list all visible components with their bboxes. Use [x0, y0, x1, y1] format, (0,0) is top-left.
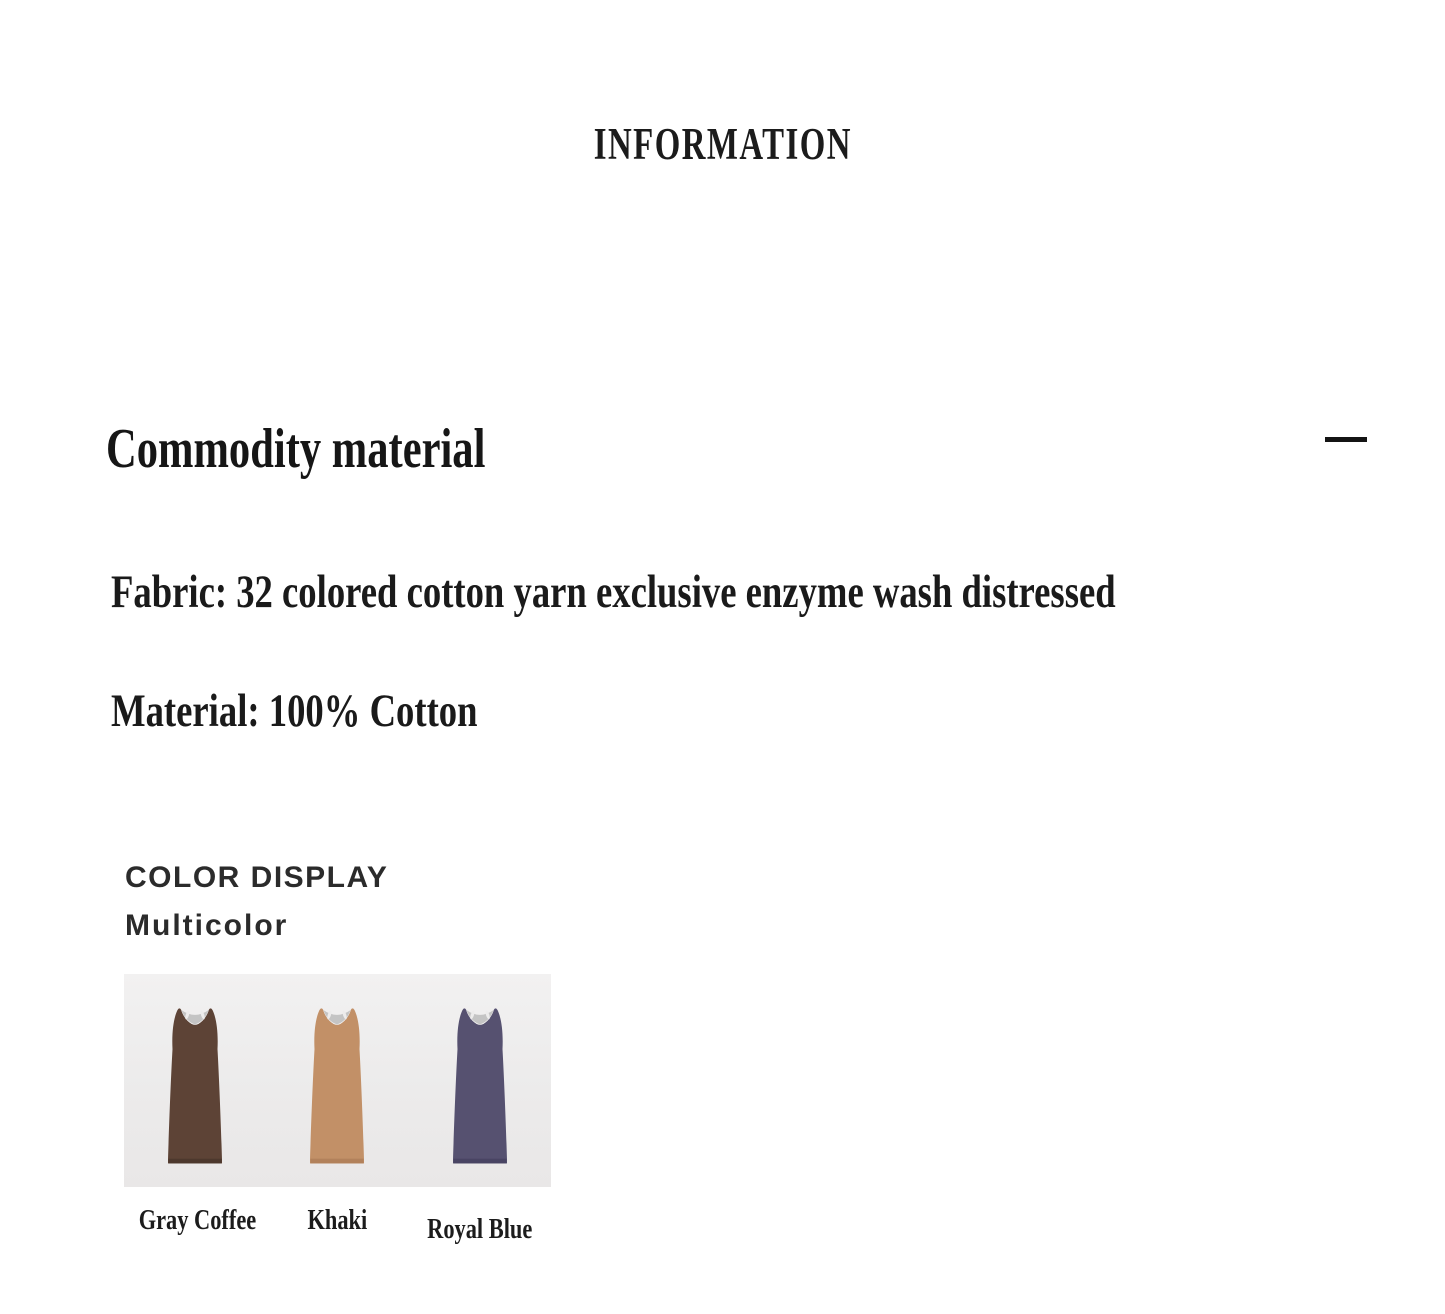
page-title-text: INFORMATION [593, 119, 852, 169]
swatch-label-gray-coffee: Gray Coffee [138, 1205, 257, 1236]
dress-tile-royal-blue [409, 974, 551, 1187]
color-display-label: COLOR DISPLAY [125, 861, 389, 894]
dress-tile-gray-coffee [124, 974, 266, 1187]
swatch-label-khaki: Khaki [307, 1205, 368, 1236]
fabric-line: Fabric: 32 colored cotton yarn exclusive enzyme wash distressed [111, 566, 1116, 618]
swatch-label-cell [409, 1206, 551, 1246]
swatch-label-row [124, 1206, 551, 1246]
dress-image-gray-coffee [168, 1007, 222, 1165]
dress-image-khaki [310, 1007, 364, 1165]
dress-image-royal-blue [453, 1007, 507, 1165]
dress-tile-khaki [266, 974, 408, 1187]
material-line: Material: 100% Cotton [111, 685, 478, 737]
swatch-label-cell [124, 1206, 266, 1237]
swatch-label-royal-blue: Royal Blue [427, 1214, 533, 1245]
section-heading-commodity-material: Commodity material [106, 418, 486, 480]
page-title [0, 119, 1445, 169]
collapse-minus-icon[interactable] [1325, 437, 1367, 442]
multicolor-label: Multicolor [125, 909, 289, 942]
swatch-label-cell [266, 1206, 408, 1237]
color-display-panel [124, 974, 551, 1187]
